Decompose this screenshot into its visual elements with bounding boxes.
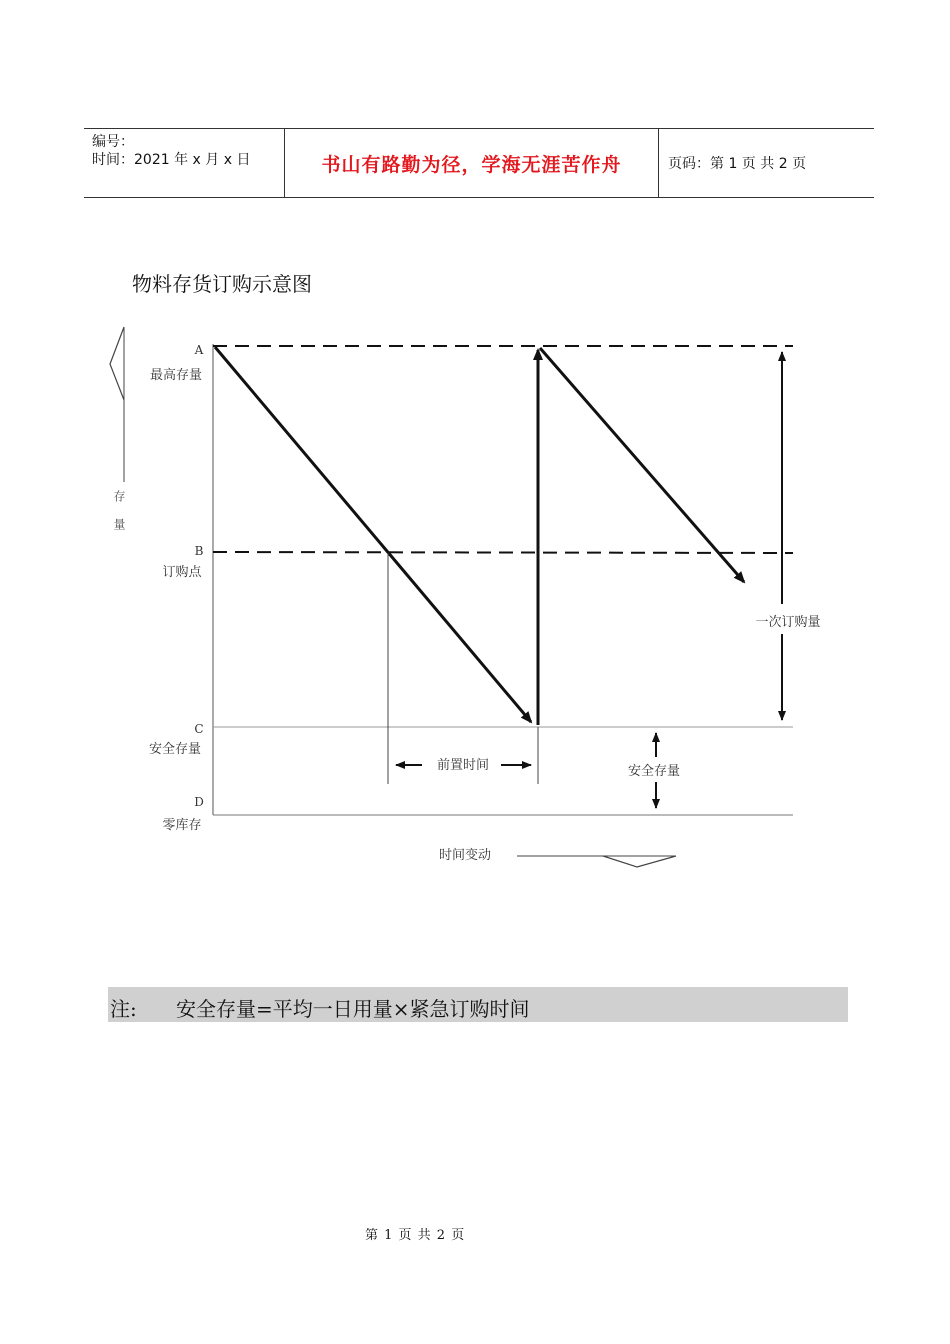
consumption-arrow-2 xyxy=(540,348,744,582)
x-axis-arrow-icon xyxy=(603,856,676,867)
level-a-label: 最高存量 xyxy=(149,368,203,383)
document-number: 编号： xyxy=(92,134,134,150)
y-axis-arrow-icon xyxy=(110,327,124,400)
level-c-label: 安全存量 xyxy=(148,742,202,757)
x-axis-label: 时间变动 xyxy=(438,848,492,863)
motto-text: 书山有路勤为径，学海无涯苦作舟 xyxy=(321,153,622,176)
page-footer: 第 1 页 共 2 页 xyxy=(365,1228,466,1243)
lead-time-label: 前置时间 xyxy=(436,758,490,773)
level-d-label: 零库存 xyxy=(162,818,202,833)
level-b-letter: B xyxy=(194,544,204,558)
document-date: 时间：2021 年 x 月 x 日 xyxy=(92,152,251,168)
level-c-letter: C xyxy=(194,722,204,736)
y-axis-label: 存量 xyxy=(112,490,126,546)
page-title: 物料存货订购示意图 xyxy=(132,272,312,296)
order-quantity-label: 一次订购量 xyxy=(755,615,821,630)
level-d-letter: D xyxy=(194,795,204,809)
note-formula: 安全存量=平均一日用量×紧急订购时间 xyxy=(176,997,530,1021)
safety-stock-label: 安全存量 xyxy=(627,764,681,779)
note-label: 注: xyxy=(110,997,137,1021)
level-b-label: 订购点 xyxy=(162,565,202,580)
consumption-arrow-1 xyxy=(215,347,531,722)
note-bar xyxy=(108,987,848,1022)
page-number: 页码：第 1 页 共 2 页 xyxy=(668,156,807,172)
reorder-point-line xyxy=(213,552,793,553)
level-a-letter: A xyxy=(194,343,204,357)
